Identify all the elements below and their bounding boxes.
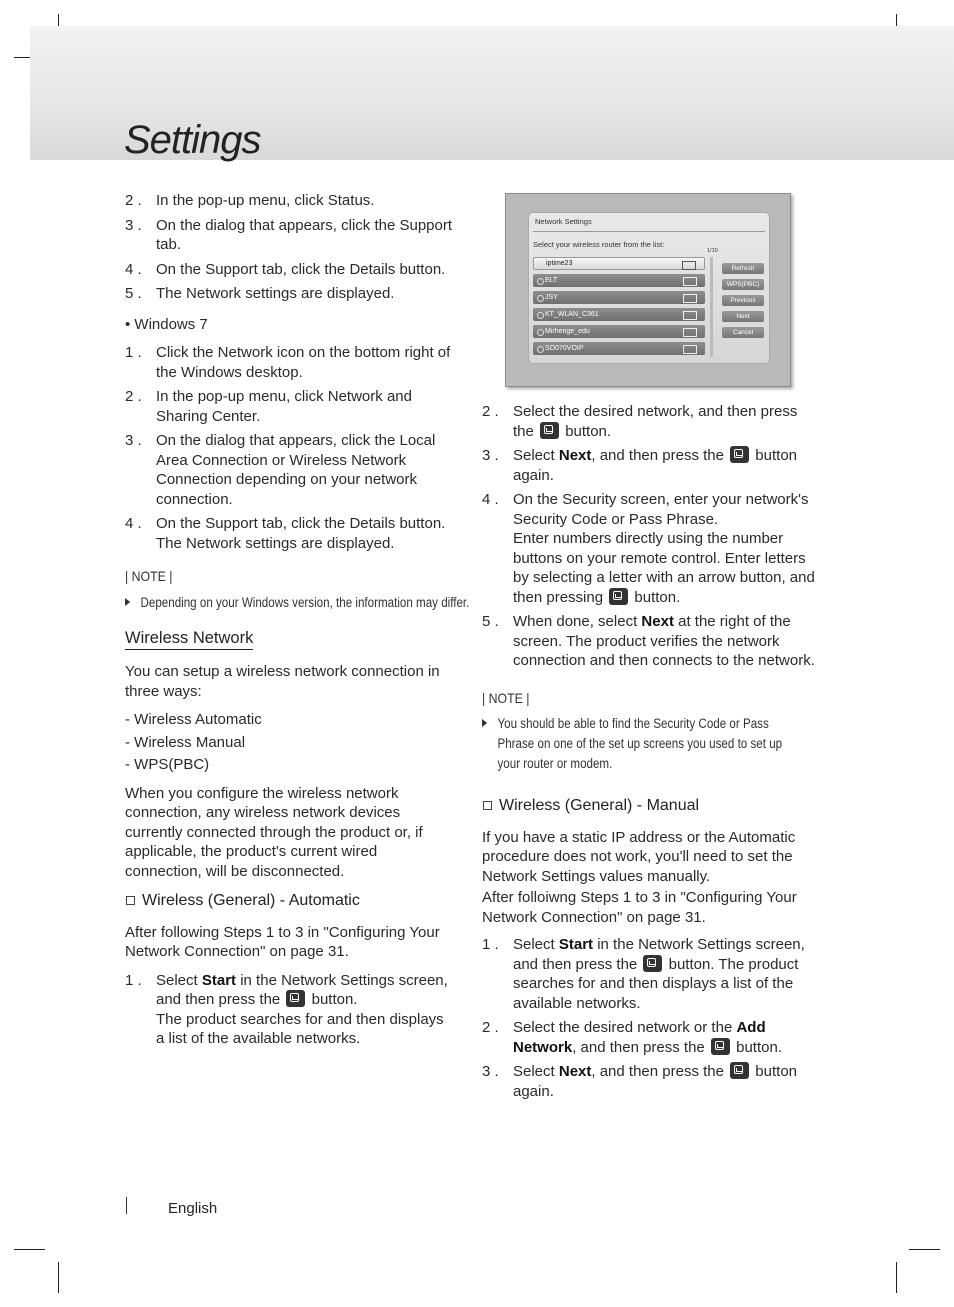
step-text: button again.: [513, 1063, 798, 1100]
step-text: On the dialog that appears, click the Support tab.: [156, 216, 453, 253]
radio-icon: [537, 278, 544, 285]
radio-icon: [537, 312, 544, 319]
intro-paragraph: You can setup a wireless network connection in three ways:: [125, 663, 440, 700]
step-text: The product searches for and then displays a list of the available networks.: [156, 1010, 444, 1047]
enter-button-icon: [643, 955, 662, 972]
list-item: [125, 387, 455, 426]
note-body: Depending on your Windows version, the information may differ.: [140, 594, 470, 610]
note-text: [482, 714, 807, 774]
step-text: Enter numbers directly using the number buttons on your remote control. Enter letters by selecting a letter with an arrow button, and then pressing: [513, 530, 815, 606]
section-title: Wireless Network: [125, 629, 253, 651]
step-number: 4 .: [125, 260, 142, 278]
windows7-heading: • Windows 7: [125, 315, 208, 333]
left-column: [125, 191, 470, 1054]
step-number: 3 .: [482, 1063, 499, 1080]
list-item: [125, 343, 455, 382]
step-number: 4 .: [482, 491, 499, 508]
step-text: When done, select: [513, 613, 642, 630]
paragraph: When you configure the wireless network connection, any wireless network devices currently connected through the product or, if applicable, the product's current wired connection, will be disconnected.: [125, 784, 423, 880]
bold-term: Next: [641, 613, 674, 630]
list-item: - WPS(PBC): [125, 756, 210, 773]
step-text: , and then press the: [572, 1038, 709, 1056]
step-number: 5 .: [482, 613, 499, 630]
signal-icon: [683, 345, 697, 354]
signal-icon: [682, 261, 696, 270]
step-text: , and then press the: [591, 1063, 729, 1080]
step-number: 2 .: [125, 192, 142, 209]
list-item: [125, 971, 455, 1049]
crop-mark: [58, 1262, 59, 1293]
note-body: You should be able to find the Security Code or Pass Phrase on one of the set up screens you used to set up your router or modem.: [497, 716, 783, 771]
step-number: 2 .: [125, 388, 142, 405]
step-number: 2 .: [482, 1019, 499, 1036]
enter-button-icon: [711, 1038, 730, 1055]
step-text: button.: [307, 991, 358, 1008]
subsection-title-text: Wireless (General) - Automatic: [142, 892, 360, 909]
step-number: 1 .: [482, 936, 499, 953]
step-text: On the Security screen, enter your network's Security Code or Pass Phrase.: [513, 491, 809, 528]
checkbox-icon: [483, 801, 492, 810]
page-indicator: 1/10: [707, 248, 718, 254]
note-text: [125, 593, 476, 613]
enter-button-icon: [540, 422, 559, 439]
step-text: button again.: [513, 447, 798, 484]
step-text: Select: [513, 936, 559, 953]
scrollbar[interactable]: [710, 257, 713, 357]
network-settings-screenshot: [505, 193, 791, 387]
paragraph: If you have a static IP address or the Automatic procedure does not work, you'll need to set the Network Settings values manually.: [482, 828, 796, 885]
step-text: In the pop-up menu, click Status.: [156, 192, 375, 209]
network-name: KT_WLAN_C361: [545, 311, 599, 318]
list-item: [482, 935, 817, 1013]
radio-icon: [537, 329, 544, 336]
radio-icon: [538, 262, 545, 269]
step-text: in the Network Settings screen, and then press the: [513, 936, 805, 973]
step-text: On the dialog that appears, click the Local Area Connection or Wireless Network Connection depending on your network connection.: [156, 432, 436, 508]
list-item: [482, 446, 817, 485]
step-text: Select: [513, 1063, 559, 1080]
signal-icon: [683, 311, 697, 320]
step-text: button.: [561, 422, 612, 440]
network-name: SO070VOIP: [545, 345, 584, 352]
step-number: 2 .: [482, 403, 499, 420]
network-item[interactable]: [533, 274, 705, 287]
signal-icon: [683, 294, 697, 303]
network-item[interactable]: [533, 325, 705, 338]
step-text: On the Support tab, click the Details button. The Network settings are displayed.: [156, 515, 446, 552]
step-text: Click the Network icon on the bottom right of the Windows desktop.: [156, 344, 451, 381]
list-item: [125, 431, 455, 509]
list-item: [125, 260, 455, 280]
list-item: [125, 216, 455, 255]
enter-button-icon: [730, 1062, 749, 1079]
wps-pbc-button[interactable]: WPS(PBC): [722, 279, 764, 290]
right-column: [482, 402, 817, 1106]
step-text: button.: [630, 588, 681, 606]
list-item: [125, 284, 455, 304]
divider: [533, 231, 765, 232]
network-item[interactable]: [533, 308, 705, 321]
step-text: On the Support tab, click the Details button.: [156, 260, 446, 278]
bold-term: Next: [558, 1063, 592, 1080]
step-text: The Network settings are displayed.: [156, 285, 395, 302]
footer-language: English: [168, 1200, 218, 1217]
enter-button-icon: [609, 588, 628, 605]
network-name: JSY: [545, 294, 558, 301]
list-item: [482, 1062, 817, 1101]
network-item[interactable]: [533, 291, 705, 304]
step-text: button. The product searches for and then displays a list of the available networks.: [513, 955, 799, 1012]
enter-button-icon: [286, 990, 305, 1007]
step-text: Select the desired network or the: [513, 1019, 737, 1036]
network-item[interactable]: [533, 342, 705, 355]
step-number: 3 .: [125, 432, 142, 449]
dialog-title: Network Settings: [535, 217, 592, 226]
enter-button-icon: [730, 446, 749, 463]
checkbox-icon: [126, 896, 135, 905]
subsection-title: [125, 891, 455, 911]
subsection-title-text: Wireless (General) - Manual: [499, 797, 700, 814]
step-text: Select the desired network, and then press the: [513, 403, 798, 440]
step-text: Select: [156, 971, 202, 989]
network-item[interactable]: [533, 257, 705, 270]
footer-divider: [126, 1197, 127, 1214]
step-number: 5 .: [125, 285, 142, 302]
previous-button[interactable]: Previous: [722, 295, 764, 306]
note-label: | NOTE |: [125, 568, 173, 584]
note-label: | NOTE |: [482, 689, 530, 706]
step-text: , and then press the: [591, 447, 729, 464]
signal-icon: [683, 277, 697, 286]
crop-mark: [909, 1249, 940, 1250]
bold-term: Start: [201, 971, 237, 989]
signal-icon: [683, 328, 697, 337]
step-text: Select: [513, 447, 559, 464]
radio-icon: [537, 295, 544, 302]
list-item: [482, 612, 817, 671]
step-text: In the pop-up menu, click Network and Sharing Center.: [156, 388, 412, 425]
list-item: [482, 1018, 817, 1057]
bold-term: Next: [558, 447, 592, 464]
refresh-button[interactable]: Refresh: [722, 263, 764, 274]
step-number: 1 .: [125, 971, 142, 989]
triangle-icon: [125, 598, 130, 606]
list-item: - Wireless Manual: [125, 733, 246, 751]
list-item: - Wireless Automatic: [125, 711, 262, 728]
cancel-button[interactable]: Cancel: [722, 327, 764, 338]
step-text: button.: [731, 1038, 782, 1056]
page-title: Settings: [124, 118, 261, 162]
paragraph: After following Steps 1 to 3 in "Configuring Your Network Connection" on page 31.: [125, 923, 440, 960]
dialog-subtitle: Select your wireless router from the list:: [533, 240, 665, 249]
step-number: 4 .: [125, 515, 142, 532]
list-item: [125, 514, 455, 553]
list-item: [125, 191, 455, 211]
step-number: 3 .: [482, 447, 499, 464]
bold-term: Add Network: [513, 1019, 766, 1056]
crop-mark: [14, 1249, 45, 1250]
network-name: iptime23: [546, 260, 573, 267]
step-number: 3 .: [125, 216, 142, 234]
network-list: [533, 257, 705, 359]
step-text: at the right of the screen. The product verifies the network connection and then connects to the network.: [513, 613, 815, 669]
radio-icon: [537, 346, 544, 353]
network-name: ELT: [545, 277, 558, 284]
network-name: Mirhenge_edu: [545, 328, 590, 335]
bold-term: Start: [558, 936, 594, 953]
step-text: in the Network Settings screen, and then press the: [156, 971, 448, 1008]
list-item: [482, 490, 817, 607]
triangle-icon: [482, 719, 487, 727]
crop-mark: [896, 1262, 897, 1293]
next-button[interactable]: Next: [722, 311, 764, 322]
list-item: [482, 402, 817, 441]
step-number: 1 .: [125, 344, 142, 361]
subsection-title: [482, 796, 817, 816]
paragraph: After folloiwng Steps 1 to 3 in "Configuring Your Network Connection" on page 31.: [482, 889, 797, 926]
network-settings-dialog: [528, 212, 770, 364]
dialog-buttons: [722, 263, 764, 343]
